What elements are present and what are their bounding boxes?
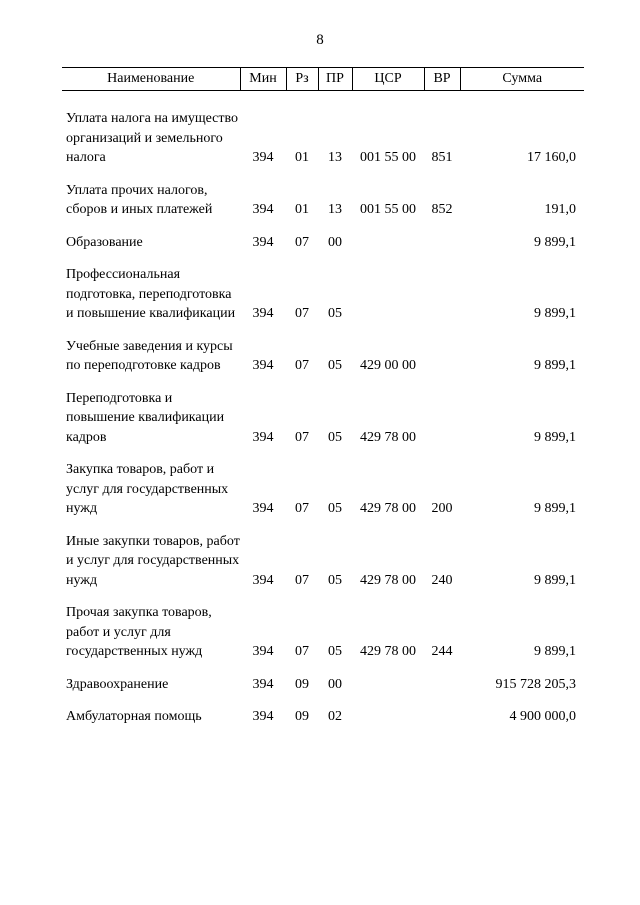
cell-rz: 01 xyxy=(295,202,309,217)
cell-csr: 429 78 00 xyxy=(360,644,416,659)
cell-sum: 915 728 205,3 xyxy=(495,676,576,692)
cell-name: Закупка товаров, работ и услуг для государственных нужд xyxy=(66,462,229,516)
cell-pr: 00 xyxy=(328,234,342,250)
cell-vr xyxy=(424,337,460,389)
table-row xyxy=(62,675,584,708)
cell-vr xyxy=(424,675,460,708)
header-sum: Сумма xyxy=(460,68,584,91)
budget-table xyxy=(62,67,584,740)
cell-min: 394 xyxy=(252,644,274,659)
cell-min: 394 xyxy=(252,429,274,445)
cell-pr: 13 xyxy=(328,150,342,165)
cell-vr xyxy=(424,389,460,461)
cell-name: Переподготовка и повышение квалификации кадров xyxy=(66,390,225,445)
cell-min: 394 xyxy=(252,709,274,724)
cell-pr: 05 xyxy=(328,572,342,588)
cell-sum: 9 899,1 xyxy=(534,644,576,659)
table-row xyxy=(62,603,584,675)
cell-csr: 429 78 00 xyxy=(360,501,416,516)
cell-min: 394 xyxy=(252,676,274,692)
cell-name: Уплата прочих налогов, сборов и иных платежей xyxy=(66,182,213,217)
cell-min: 394 xyxy=(252,306,274,321)
cell-vr xyxy=(424,233,460,266)
cell-csr xyxy=(352,675,424,708)
cell-sum: 4 900 000,0 xyxy=(509,709,576,724)
cell-sum: 9 899,1 xyxy=(534,306,576,321)
table-row xyxy=(62,337,584,389)
cell-name: Здравоохранение xyxy=(66,676,169,692)
cell-vr: 852 xyxy=(431,202,453,217)
table-row xyxy=(62,265,584,337)
header-csr: ЦСР xyxy=(352,68,424,91)
cell-vr: 244 xyxy=(431,644,453,659)
cell-pr: 13 xyxy=(328,202,342,217)
cell-rz: 09 xyxy=(295,709,309,724)
cell-sum: 9 899,1 xyxy=(534,429,576,445)
cell-sum: 191,0 xyxy=(544,202,576,217)
cell-rz: 07 xyxy=(295,429,309,445)
cell-name: Учебные заведения и курсы по переподготовке кадров xyxy=(66,338,233,373)
cell-sum: 9 899,1 xyxy=(534,572,576,588)
cell-rz: 09 xyxy=(295,676,309,692)
cell-pr: 05 xyxy=(328,358,342,373)
cell-rz: 07 xyxy=(295,501,309,516)
cell-min: 394 xyxy=(252,150,274,165)
table-row xyxy=(62,460,584,532)
cell-csr: 429 78 00 xyxy=(360,429,416,445)
header-pr: ПР xyxy=(318,68,352,91)
cell-min: 394 xyxy=(252,358,274,373)
cell-pr: 05 xyxy=(328,429,342,445)
page-number: 8 xyxy=(316,32,324,48)
cell-rz: 07 xyxy=(295,306,309,321)
cell-name: Прочая закупка товаров, работ и услуг для государственных нужд xyxy=(66,605,212,659)
header-rz: Рз xyxy=(286,68,318,91)
table-row xyxy=(62,389,584,461)
cell-csr: 429 78 00 xyxy=(360,572,416,588)
table-row xyxy=(62,233,584,266)
cell-pr: 05 xyxy=(328,306,342,321)
cell-vr: 851 xyxy=(431,150,453,165)
cell-csr: 001 55 00 xyxy=(360,150,416,165)
cell-rz: 01 xyxy=(295,150,309,165)
cell-min: 394 xyxy=(252,234,274,250)
cell-name: Уплата налога на имущество организаций и земельного налога xyxy=(66,111,239,165)
cell-rz: 07 xyxy=(295,234,309,250)
header-name: Наименование xyxy=(62,68,240,91)
cell-vr xyxy=(424,707,460,740)
cell-vr: 240 xyxy=(431,572,453,588)
cell-sum: 9 899,1 xyxy=(534,358,576,373)
cell-csr xyxy=(352,707,424,740)
cell-pr: 00 xyxy=(328,676,342,692)
cell-csr xyxy=(352,233,424,266)
header-min: Мин xyxy=(240,68,286,91)
table-header xyxy=(62,68,584,91)
cell-rz: 07 xyxy=(295,572,309,588)
cell-vr: 200 xyxy=(431,501,453,516)
cell-csr xyxy=(352,265,424,337)
table-row xyxy=(62,532,584,604)
cell-pr: 02 xyxy=(328,709,342,724)
cell-name: Иные закупки товаров, работ и услуг для государственных нужд xyxy=(66,533,240,588)
cell-min: 394 xyxy=(252,501,274,516)
cell-name: Амбулаторная помощь xyxy=(66,709,202,724)
cell-rz: 07 xyxy=(295,358,309,373)
cell-name: Профессиональная подготовка, переподготовка и повышение квалификации xyxy=(66,267,236,321)
cell-sum: 17 160,0 xyxy=(527,150,576,165)
cell-csr: 001 55 00 xyxy=(360,202,416,217)
table-row xyxy=(62,707,584,740)
table-body xyxy=(62,91,584,740)
cell-pr: 05 xyxy=(328,644,342,659)
cell-pr: 05 xyxy=(328,501,342,516)
cell-sum: 9 899,1 xyxy=(534,501,576,516)
cell-sum: 9 899,1 xyxy=(534,234,576,250)
table-row xyxy=(62,109,584,181)
cell-min: 394 xyxy=(252,572,274,588)
cell-name: Образование xyxy=(66,234,143,250)
header-vr: ВР xyxy=(424,68,460,91)
cell-csr: 429 00 00 xyxy=(360,358,416,373)
cell-vr xyxy=(424,265,460,337)
cell-min: 394 xyxy=(252,202,274,217)
table-row xyxy=(62,181,584,233)
cell-rz: 07 xyxy=(295,644,309,659)
